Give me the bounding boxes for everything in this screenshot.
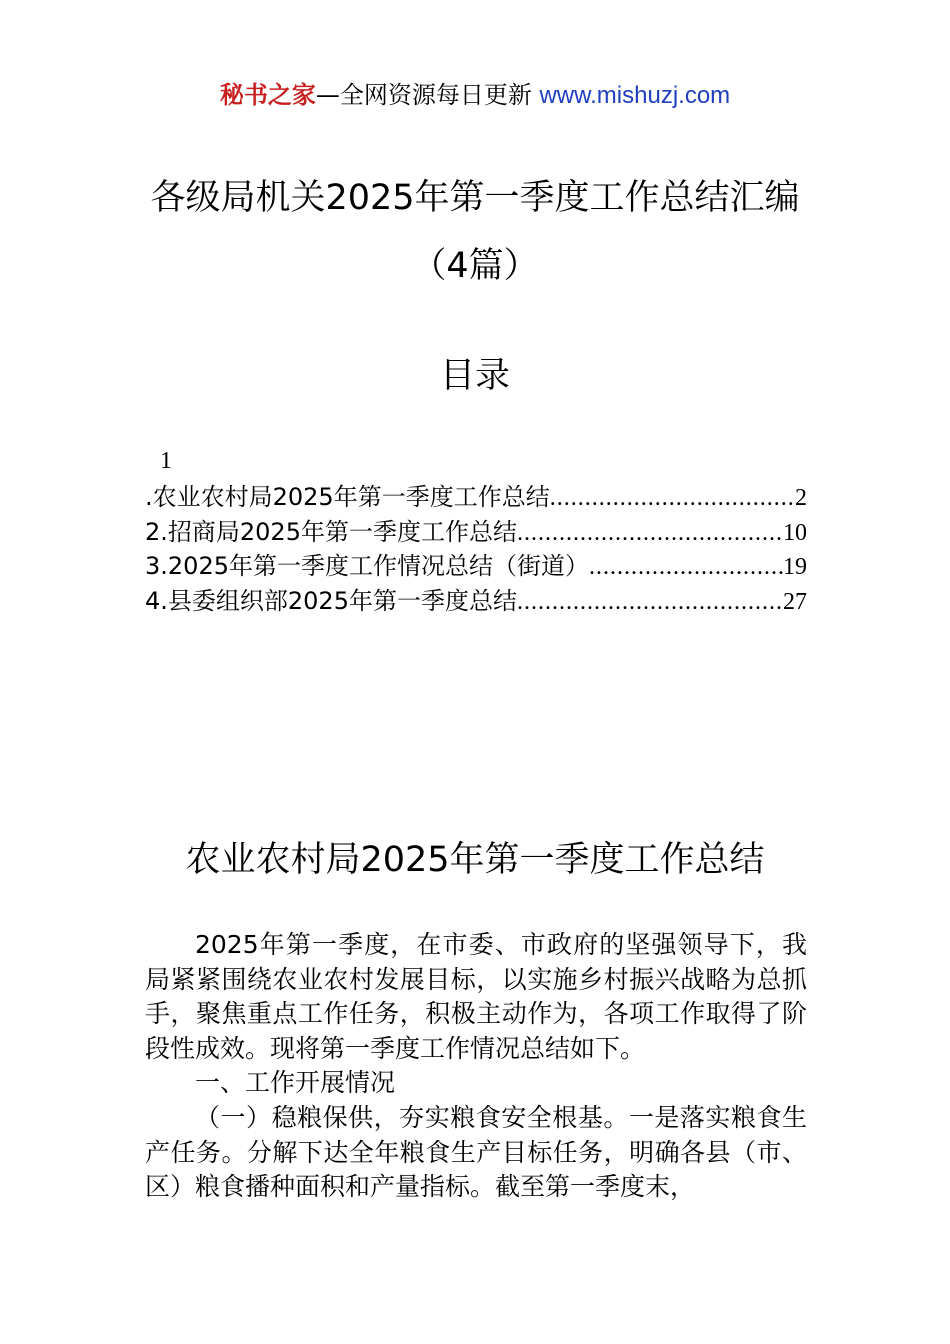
banner-tagline: —全网资源每日更新 — [315, 81, 532, 109]
toc-entry[interactable] — [145, 584, 807, 619]
toc-entry-page: 2 — [795, 485, 807, 511]
toc-leader-dots — [550, 481, 795, 516]
toc-heading: 目录 — [439, 356, 510, 396]
section-heading: 一、工作开展情况 — [195, 1068, 396, 1098]
toc-entry-page: 19 — [783, 554, 807, 580]
toc-entry[interactable] — [145, 515, 807, 550]
site-url-link[interactable]: www.mishuzj.com — [539, 82, 731, 109]
section-body — [145, 928, 807, 1205]
document-title: 各级局机关2025年第一季度工作总结汇编 — [150, 178, 800, 218]
toc-leader-dots — [517, 585, 783, 620]
toc-entry[interactable] — [145, 549, 807, 584]
body-paragraph: （一）稳粮保供，夯实粮食安全根基。一是落实粮食生产任务。分解下达全年粮食生产目标任务，明确各县（市、区）粮食播种面积和产量指标。截至第一季度末， — [145, 1102, 807, 1202]
table-of-contents — [145, 480, 807, 618]
toc-leader-dots — [589, 550, 783, 585]
document-subtitle: （4篇） — [411, 246, 539, 286]
toc-first-number: 1 — [160, 448, 172, 474]
toc-entry-label: 4.县委组织部2025年第一季度总结 — [145, 586, 517, 615]
toc-entry-label: 2.招商局2025年第一季度工作总结 — [145, 517, 517, 546]
site-banner — [0, 78, 950, 113]
toc-entry[interactable] — [145, 480, 807, 515]
body-paragraph: 2025年第一季度，在市委、市政府的坚强领导下，我局紧紧围绕农业农村发展目标，以实施乡村振兴战略为总抓手，聚焦重点工作任务，积极主动作为，各项工作取得了阶段性成效。现将第一季度工作情况总结如下。 — [145, 930, 807, 1063]
toc-leader-dots — [517, 516, 783, 551]
toc-entry-page: 27 — [783, 588, 807, 615]
section-title: 农业农村局2025年第一季度工作总结 — [185, 840, 765, 880]
toc-entry-label: 3.2025年第一季度工作情况总结（街道） — [145, 552, 589, 580]
toc-entry-label: .农业农村局2025年第一季度工作总结 — [145, 483, 550, 511]
brand-name: 秘书之家 — [219, 81, 316, 109]
toc-entry-page: 10 — [783, 519, 807, 546]
